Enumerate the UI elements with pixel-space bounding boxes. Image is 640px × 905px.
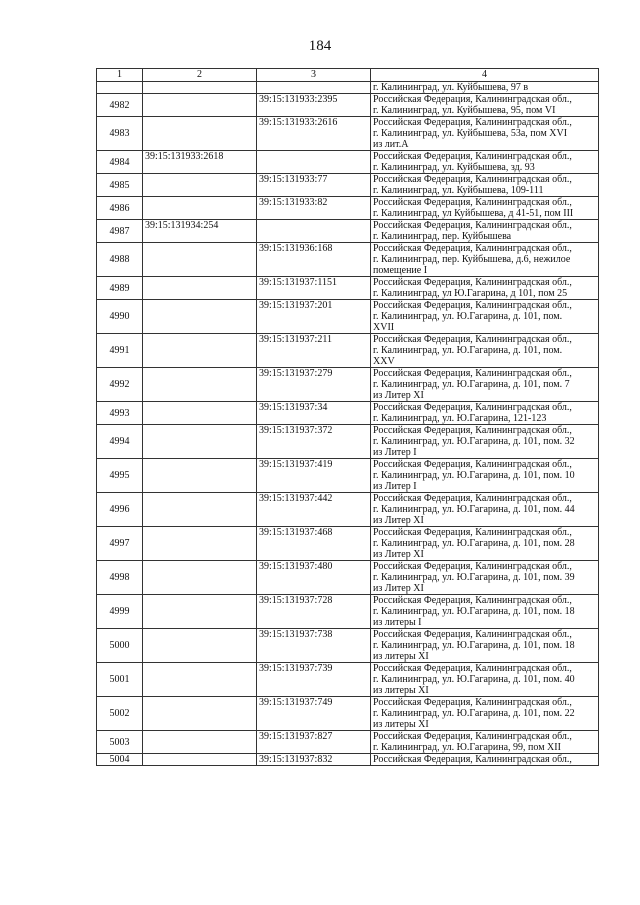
address-cell: Российская Федерация, Калининградская обл., г. Калининград, ул. Ю.Гагарина, д. 101, пом. 39 из Литер XI [371, 561, 599, 595]
address-cell: Российская Федерация, Калининградская обл., г. Калининград, пер. Куйбышева [371, 220, 599, 243]
land-cadastral-number [143, 243, 257, 277]
building-cadastral-number: 39:15:131937:468 [257, 527, 371, 561]
table-row [97, 561, 599, 595]
table-row [97, 697, 599, 731]
land-cadastral-number [143, 561, 257, 595]
land-cadastral-number [143, 459, 257, 493]
building-cadastral-number: 39:15:131933:82 [257, 197, 371, 220]
row-number: 4989 [97, 277, 143, 300]
row-number: 4996 [97, 493, 143, 527]
land-cadastral-number [143, 493, 257, 527]
table-row [97, 754, 599, 766]
address-cell: Российская Федерация, Калининградская обл., г. Калининград, пер. Куйбышева, д.6, нежилое помещение I [371, 243, 599, 277]
table-row [97, 402, 599, 425]
continuation-address: г. Калининград, ул. Куйбышева, 97 в [371, 82, 599, 94]
table-row [97, 493, 599, 527]
header-col-3: 3 [257, 69, 371, 82]
row-number: 5003 [97, 731, 143, 754]
row-number: 4991 [97, 334, 143, 368]
address-cell: Российская Федерация, Калининградская обл., г. Калининград, ул. Ю.Гагарина, д. 101, пом. XVII [371, 300, 599, 334]
address-cell: Российская Федерация, Калининградская обл., г. Калининград, ул. Ю.Гагарина, д. 101, пом. 32 из Литер I [371, 425, 599, 459]
address-cell: Российская Федерация, Калининградская обл., г. Калининград, ул. Куйбышева, 53а, пом XVI из лит.А [371, 117, 599, 151]
table-row [97, 300, 599, 334]
row-number: 4984 [97, 151, 143, 174]
land-cadastral-number [143, 425, 257, 459]
building-cadastral-number: 39:15:131937:34 [257, 402, 371, 425]
address-cell: Российская Федерация, Калининградская обл., г. Калининград, ул. Ю.Гагарина, д. 101, пом. 18 из литеры I [371, 595, 599, 629]
land-cadastral-number [143, 368, 257, 402]
registry-table [96, 68, 599, 766]
building-cadastral-number: 39:15:131937:738 [257, 629, 371, 663]
table-row [97, 368, 599, 402]
address-cell: Российская Федерация, Калининградская обл., г. Калининград, ул. Куйбышева, 109-111 [371, 174, 599, 197]
page-number: 184 [308, 38, 332, 54]
row-number: 4992 [97, 368, 143, 402]
building-cadastral-number: 39:15:131937:372 [257, 425, 371, 459]
land-cadastral-number [143, 94, 257, 117]
address-cell: Российская Федерация, Калининградская обл., г. Калининград, ул. Ю.Гагарина, д. 101, пом. 10 из Литер I [371, 459, 599, 493]
address-cell: Российская Федерация, Калининградская обл., г. Калининград, ул. Ю.Гагарина, д. 101, пом. XXV [371, 334, 599, 368]
address-cell: Российская Федерация, Калининградская обл., г. Калининград, ул. Ю.Гагарина, д. 101, пом. 18 из литеры XI [371, 629, 599, 663]
land-cadastral-number [143, 334, 257, 368]
land-cadastral-number: 39:15:131934:254 [143, 220, 257, 243]
table-row [97, 595, 599, 629]
row-number: 5004 [97, 754, 143, 766]
building-cadastral-number: 39:15:131937:442 [257, 493, 371, 527]
row-number: 4993 [97, 402, 143, 425]
land-cadastral-number [143, 197, 257, 220]
land-cadastral-number [143, 300, 257, 334]
address-cell: Российская Федерация, Калининградская обл., г. Калининград, ул. Куйбышева, 95, пом VI [371, 94, 599, 117]
land-cadastral-number [143, 527, 257, 561]
land-cadastral-number [143, 754, 257, 766]
address-cell: Российская Федерация, Калининградская обл., г. Калининград, ул. Ю.Гагарина, д. 101, пом. 7 из Литер XI [371, 368, 599, 402]
row-number: 4994 [97, 425, 143, 459]
building-cadastral-number [257, 151, 371, 174]
address-cell: Российская Федерация, Калининградская обл., г. Калининград, ул. Ю.Гагарина, д. 101, пом. 40 из литеры XI [371, 663, 599, 697]
address-cell: Российская Федерация, Калининградская обл., [371, 754, 599, 766]
row-number: 4995 [97, 459, 143, 493]
building-cadastral-number: 39:15:131937:728 [257, 595, 371, 629]
land-cadastral-number [143, 277, 257, 300]
row-number: 4983 [97, 117, 143, 151]
land-cadastral-number [143, 595, 257, 629]
row-number: 4997 [97, 527, 143, 561]
header-col-2: 2 [143, 69, 257, 82]
building-cadastral-number: 39:15:131937:739 [257, 663, 371, 697]
table-row [97, 277, 599, 300]
table-row [97, 731, 599, 754]
row-number: 5001 [97, 663, 143, 697]
land-cadastral-number [143, 629, 257, 663]
row-number: 4999 [97, 595, 143, 629]
header-col-4: 4 [371, 69, 599, 82]
table-row [97, 425, 599, 459]
row-number: 4990 [97, 300, 143, 334]
table-row [97, 174, 599, 197]
table-row [97, 243, 599, 277]
table-row [97, 459, 599, 493]
table-row [97, 527, 599, 561]
address-cell: Российская Федерация, Калининградская обл., г. Калининград, ул Куйбышева, д 41-51, пом III [371, 197, 599, 220]
building-cadastral-number: 39:15:131937:279 [257, 368, 371, 402]
land-cadastral-number [143, 697, 257, 731]
address-cell: Российская Федерация, Калининградская обл., г. Калининград, ул. Ю.Гагарина, 99, пом XII [371, 731, 599, 754]
building-cadastral-number: 39:15:131937:419 [257, 459, 371, 493]
address-cell: Российская Федерация, Калининградская обл., г. Калининград, ул. Ю.Гагарина, д. 101, пом. 44 из Литер XI [371, 493, 599, 527]
building-cadastral-number [257, 220, 371, 243]
row-number: 4985 [97, 174, 143, 197]
table-row [97, 117, 599, 151]
continuation-row [97, 82, 599, 94]
building-cadastral-number: 39:15:131933:2616 [257, 117, 371, 151]
building-cadastral-number: 39:15:131937:832 [257, 754, 371, 766]
table-row [97, 629, 599, 663]
building-cadastral-number: 39:15:131933:77 [257, 174, 371, 197]
building-cadastral-number: 39:15:131937:827 [257, 731, 371, 754]
table-row [97, 94, 599, 117]
land-cadastral-number: 39:15:131933:2618 [143, 151, 257, 174]
header-col-1: 1 [97, 69, 143, 82]
row-number: 5002 [97, 697, 143, 731]
building-cadastral-number: 39:15:131933:2395 [257, 94, 371, 117]
land-cadastral-number [143, 663, 257, 697]
address-cell: Российская Федерация, Калининградская обл., г. Калининград, ул. Ю.Гагарина, д. 101, пом. 28 из Литер XI [371, 527, 599, 561]
row-number: 4982 [97, 94, 143, 117]
table-row [97, 663, 599, 697]
building-cadastral-number: 39:15:131936:168 [257, 243, 371, 277]
building-cadastral-number: 39:15:131937:211 [257, 334, 371, 368]
address-cell: Российская Федерация, Калининградская обл., г. Калининград, ул Ю.Гагарина, д 101, пом 25 [371, 277, 599, 300]
table-body [97, 82, 599, 766]
row-number: 4986 [97, 197, 143, 220]
table-row [97, 334, 599, 368]
land-cadastral-number [143, 174, 257, 197]
building-cadastral-number: 39:15:131937:749 [257, 697, 371, 731]
land-cadastral-number [143, 117, 257, 151]
building-cadastral-number: 39:15:131937:1151 [257, 277, 371, 300]
table-row [97, 197, 599, 220]
address-cell: Российская Федерация, Калининградская обл., г. Калининград, ул. Ю.Гагарина, 121-123 [371, 402, 599, 425]
table-row [97, 151, 599, 174]
address-cell: Российская Федерация, Калининградская обл., г. Калининград, ул. Куйбышева, зд. 93 [371, 151, 599, 174]
row-number: 5000 [97, 629, 143, 663]
row-number: 4998 [97, 561, 143, 595]
row-number: 4988 [97, 243, 143, 277]
building-cadastral-number: 39:15:131937:201 [257, 300, 371, 334]
table-header [97, 69, 599, 82]
building-cadastral-number: 39:15:131937:480 [257, 561, 371, 595]
table-row [97, 220, 599, 243]
land-cadastral-number [143, 731, 257, 754]
address-cell: Российская Федерация, Калининградская обл., г. Калининград, ул. Ю.Гагарина, д. 101, пом. 22 из литеры XI [371, 697, 599, 731]
land-cadastral-number [143, 402, 257, 425]
row-number: 4987 [97, 220, 143, 243]
